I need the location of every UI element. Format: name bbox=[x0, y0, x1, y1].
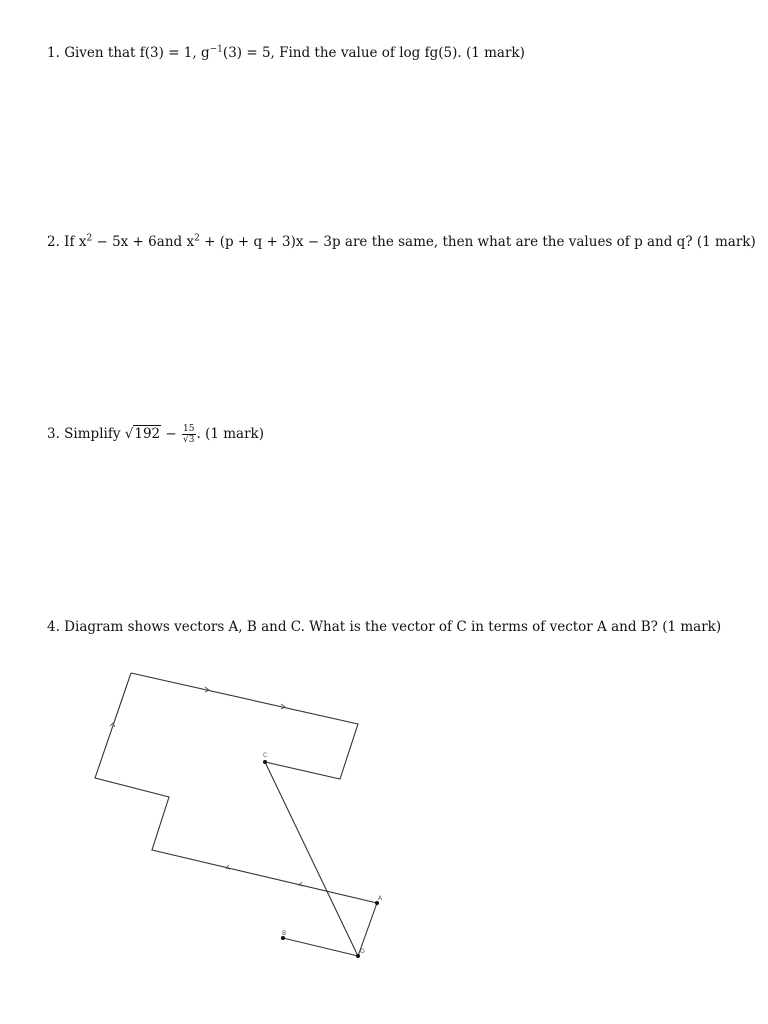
question-2-suffix: are the same, then what are the values of p and q? (1 mark) bbox=[340, 234, 756, 250]
vector-c-line bbox=[265, 762, 358, 956]
question-2-prefix: If bbox=[59, 234, 79, 250]
point-c-label: C bbox=[263, 752, 268, 759]
question-1-target: log fg(5). bbox=[399, 45, 462, 61]
diagram-outline-path bbox=[131, 673, 358, 779]
point-o-label: O bbox=[360, 948, 365, 955]
question-3-mark: (1 mark) bbox=[200, 426, 264, 442]
question-2-and: and bbox=[156, 234, 187, 250]
question-1 bbox=[47, 44, 525, 62]
question-2-number: 2. bbox=[47, 234, 60, 250]
vector-diagram-svg bbox=[47, 640, 427, 995]
question-3-number: 3. bbox=[47, 426, 60, 442]
question-3-prefix: Simplify bbox=[59, 426, 125, 442]
question-4-text: Diagram shows vectors A, B and C. What is the vector of C in terms of vector A and B? (1 mark) bbox=[59, 619, 722, 635]
question-3-minus: − bbox=[161, 426, 182, 442]
question-2 bbox=[47, 233, 756, 251]
point-a-label: A bbox=[378, 895, 383, 902]
question-1-g-expression: $g^{-1}(3) = 5$, bbox=[200, 44, 275, 61]
question-1-prefix: Given that bbox=[64, 45, 140, 61]
question-2-expression-1: $x^2 - 5x + 6$ bbox=[78, 233, 157, 250]
point-c-dot bbox=[263, 760, 267, 764]
question-3-sqrt-expression: √192 bbox=[124, 426, 161, 442]
question-3 bbox=[47, 424, 264, 445]
question-1-mark: (1 mark) bbox=[461, 45, 525, 61]
question-3-fraction-tail: . bbox=[196, 426, 201, 442]
diagram-left-path bbox=[95, 673, 377, 903]
point-b-label: B bbox=[282, 930, 287, 937]
question-1-mid-text: Find the value of bbox=[274, 45, 400, 61]
vector-diagram bbox=[47, 640, 427, 995]
vector-b-line bbox=[283, 938, 358, 956]
question-4 bbox=[47, 618, 721, 636]
question-2-expression-2: $x^2 + (p + q + 3)x - 3p$ bbox=[186, 233, 341, 250]
question-3-fraction: $\frac{15}{√3}$ bbox=[183, 424, 195, 445]
question-4-number: 4. bbox=[47, 619, 60, 635]
question-1-f-expression: f(3) = 1, bbox=[139, 45, 197, 61]
question-1-number: 1. bbox=[47, 45, 60, 61]
